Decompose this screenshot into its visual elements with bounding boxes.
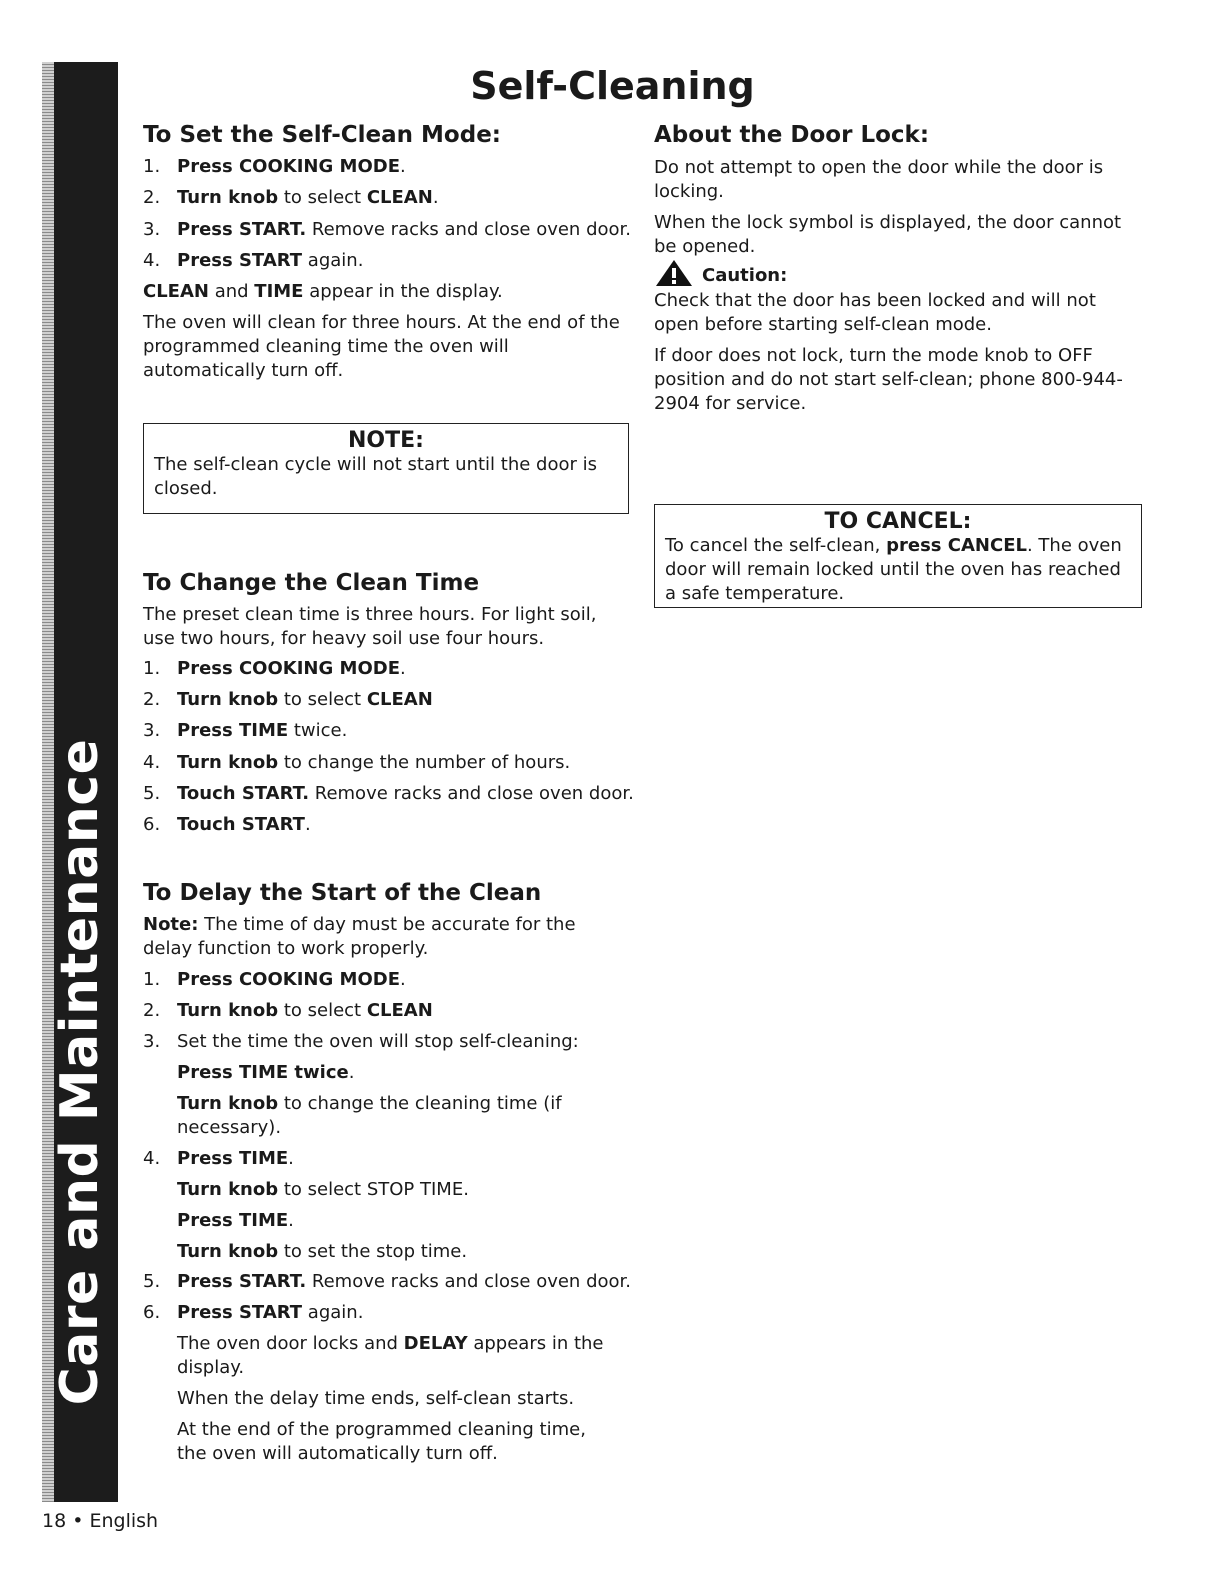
warning-icon [654, 258, 694, 288]
door-lock-p1: Do not attempt to open the door while the door is locking. [654, 157, 1104, 202]
cancel-box [654, 504, 1142, 608]
list-item: 3. Press START. Remove racks and close oven door. [143, 219, 631, 240]
change-time-heading: To Change the Clean Time [143, 570, 480, 596]
list-item: Press TIME. [177, 1210, 294, 1231]
caution-text: Check that the door has been locked and will not open before starting self-clean mode. [654, 290, 1096, 335]
list-item: 2. Turn knob to select CLEAN [143, 1000, 433, 1021]
list-item: 4. Press START again. [143, 250, 364, 271]
list-item: 5. Press START. Remove racks and close oven door. [143, 1271, 631, 1292]
delay-after-1: The oven door locks and DELAY appears in the display. [177, 1333, 604, 1378]
list-item: 1. Press COOKING MODE. [143, 658, 406, 679]
door-lock-p2: When the lock symbol is displayed, the door cannot be opened. [654, 212, 1122, 257]
list-item: 3. Press TIME twice. [143, 720, 348, 741]
cancel-title: TO CANCEL: [824, 509, 972, 534]
set-mode-heading: To Set the Self-Clean Mode: [143, 122, 501, 148]
delay-after-2: When the delay time ends, self-clean starts. [177, 1388, 575, 1409]
door-lock-heading: About the Door Lock: [654, 122, 930, 148]
set-mode-paragraph: The oven will clean for three hours. At the end of the programmed cleaning time the oven will automatically turn off. [143, 312, 620, 381]
list-item: 4. Press TIME. [143, 1148, 294, 1169]
caution-label: Caution: [702, 265, 788, 286]
list-item: Press TIME twice. [177, 1062, 355, 1083]
list-item: 2. Turn knob to select CLEAN. [143, 187, 439, 208]
list-item: 6. Press START again. [143, 1302, 364, 1323]
list-item: necessary). [177, 1117, 282, 1138]
list-item: 1. Press COOKING MODE. [143, 156, 406, 177]
cancel-text: To cancel the self-clean, press CANCEL. The oven door will remain locked until the oven has reached a safe temperature. [665, 535, 1122, 604]
list-item: 2. Turn knob to select CLEAN [143, 689, 433, 710]
delay-heading: To Delay the Start of the Clean [143, 880, 542, 906]
list-item: 1. Press COOKING MODE. [143, 969, 406, 990]
change-time-paragraph: The preset clean time is three hours. For light soil, use two hours, for heavy soil use four hours. [143, 604, 597, 649]
delay-after-3: At the end of the programmed cleaning time, the oven will automatically turn off. [177, 1419, 586, 1464]
list-item: 5. Touch START. Remove racks and close oven door. [143, 783, 634, 804]
set-mode-section [143, 122, 623, 148]
door-lock-p3: If door does not lock, turn the mode knob to OFF position and do not start self-clean; phone 800-944-2904 for service. [654, 345, 1123, 414]
list-item: Turn knob to change the cleaning time (if [177, 1093, 562, 1114]
list-item: Turn knob to select STOP TIME. [177, 1179, 469, 1200]
list-item: 4. Turn knob to change the number of hours. [143, 752, 571, 773]
list-item: 3. Set the time the oven will stop self-cleaning: [143, 1031, 579, 1052]
list-item: Turn knob to set the stop time. [177, 1241, 468, 1262]
note-box [143, 423, 629, 514]
list-item: 6. Touch START. [143, 814, 311, 835]
display-text: CLEAN and TIME appear in the display. [143, 281, 503, 302]
note-text: The self-clean cycle will not start until the door is closed. [154, 454, 597, 499]
page-footer: 18 • English [42, 1510, 159, 1532]
delay-note: Note: The time of day must be accurate for the delay function to work properly. [143, 914, 576, 959]
note-title: NOTE: [348, 428, 424, 453]
section-label: Care and Maintenance [50, 738, 110, 1406]
page-title: Self-Cleaning [470, 64, 755, 108]
